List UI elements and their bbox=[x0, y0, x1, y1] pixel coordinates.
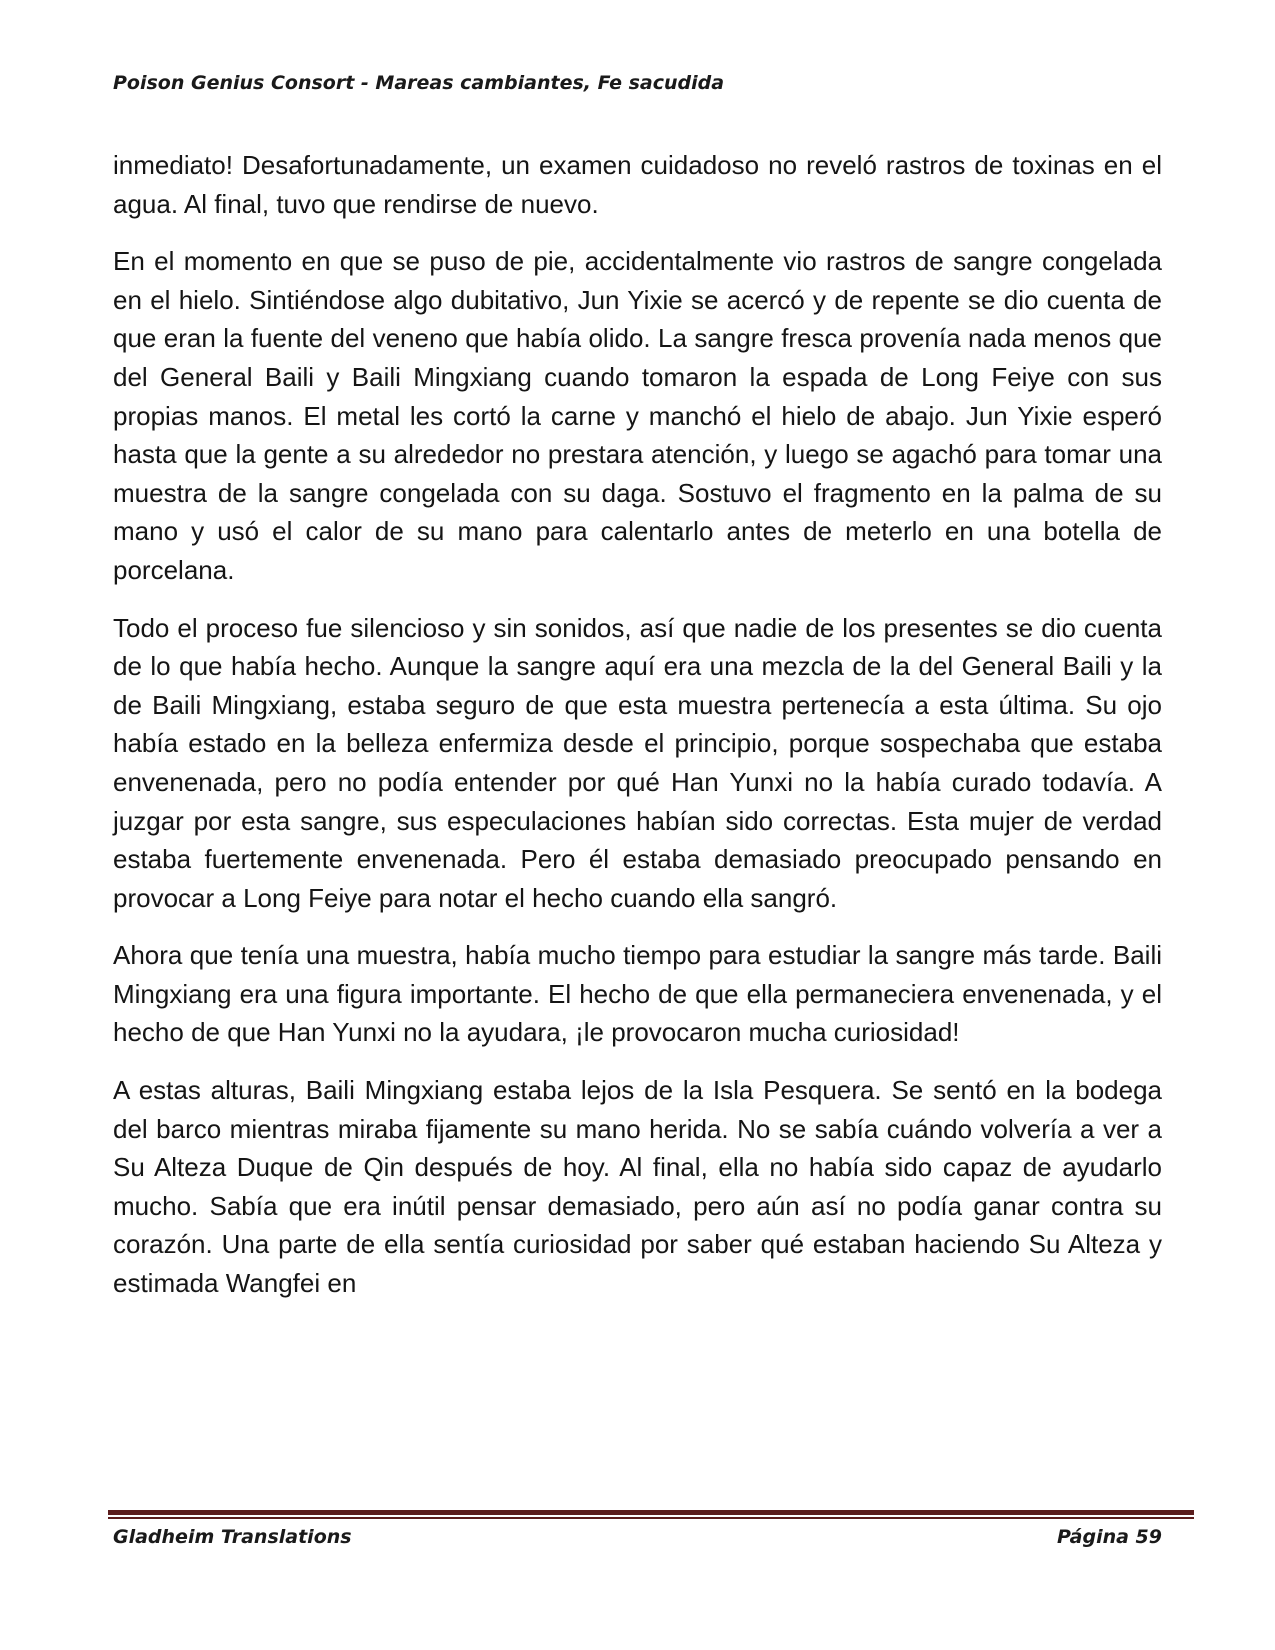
paragraph: En el momento en que se puso de pie, accidentalmente vio rastros de sangre congelada en el hielo. Sintiéndose algo dubitativo, Jun Yixie se acercó y de repente se dio cuenta de que eran la fuente del veneno que había olido. La sangre fresca provenía nada menos que del General Baili y Baili Mingxiang cuando tomaron la espada de Long Feiye con sus propias manos. El metal les cortó la carne y manchó el hielo de abajo. Jun Yixie esperó hasta que la gente a su alrededor no prestara atención, y luego se agachó para tomar una muestra de la sangre congelada con su daga. Sostuvo el fragmento en la palma de su mano y usó el calor de su mano para calentarlo antes de meterlo en una botella de porcelana. bbox=[113, 246, 1162, 585]
paragraph: inmediato! Desafortunadamente, un examen cuidadoso no reveló rastros de toxinas en el agua. Al final, tuvo que rendirse de nuevo. bbox=[113, 150, 1162, 219]
footer-publisher: Gladheim Translations bbox=[113, 1526, 352, 1548]
footer-divider-thin bbox=[108, 1517, 1194, 1519]
paragraph: A estas alturas, Baili Mingxiang estaba lejos de la Isla Pesquera. Se sentó en la bodega del barco mientras miraba fijamente su mano herida. No se sabía cuándo volvería a ver a Su Alteza Duque de Qin después de hoy. Al final, ella no había sido capaz de ayudarlo mucho. Sabía que era inútil pensar demasiado, pero aún así no podía ganar contra su corazón. Una parte de ella sentía curiosidad por saber qué estaban haciendo Su Alteza y estimada Wangfei en bbox=[113, 1075, 1162, 1299]
footer-divider-thick bbox=[108, 1510, 1194, 1515]
paragraph: Ahora que tenía una muestra, había mucho tiempo para estudiar la sangre más tarde. Baili Mingxiang era una figura importante. El hecho de que ella permaneciera envenenada, y el hecho de que Han Yunxi no la ayudara, ¡le provocaron mucha curiosidad! bbox=[113, 940, 1162, 1048]
page-header-title: Poison Genius Consort - Mareas cambiantes, Fe sacudida bbox=[113, 72, 725, 94]
body-text bbox=[113, 146, 1162, 1322]
paragraph: Todo el proceso fue silencioso y sin sonidos, así que nadie de los presentes se dio cuenta de lo que había hecho. Aunque la sangre aquí era una mezcla de la del General Baili y la de Baili Mingxiang, estaba seguro de que esta muestra pertenecía a esta última. Su ojo había estado en la belleza enfermiza desde el principio, porque sospechaba que estaba envenenada, pero no podía entender por qué Han Yunxi no la había curado todavía. A juzgar por esta sangre, sus especulaciones habían sido correctas. Esta mujer de verdad estaba fuertemente envenenada. Pero él estaba demasiado preocupado pensando en provocar a Long Feiye para notar el hecho cuando ella sangró. bbox=[113, 612, 1162, 913]
page-number: Página 59 bbox=[1056, 1526, 1162, 1548]
